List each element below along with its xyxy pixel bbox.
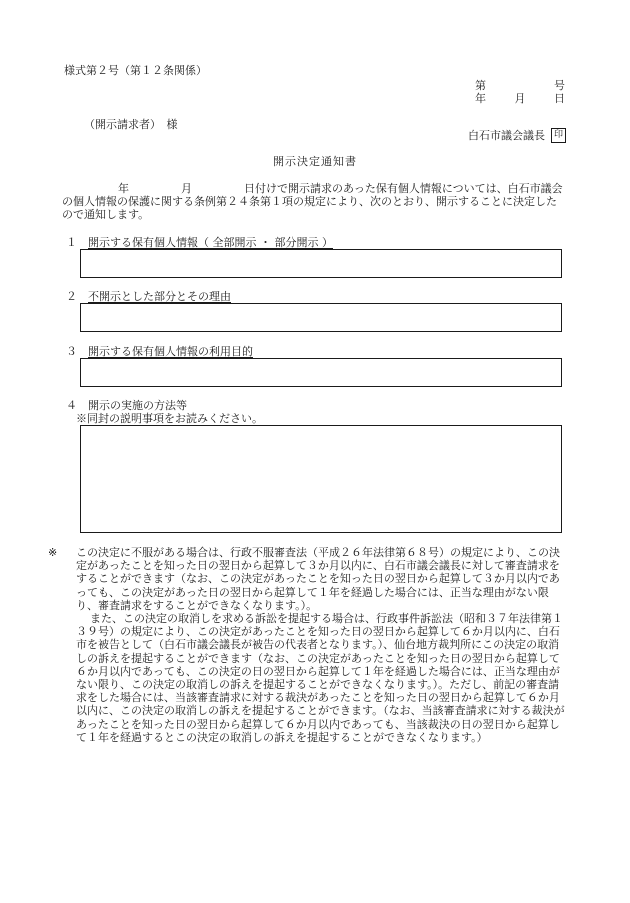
number-label: 第 (475, 79, 486, 92)
section-2-heading (66, 291, 231, 302)
body-year: 年 (118, 182, 129, 195)
section-number: ３ (66, 345, 77, 358)
date-year: 年 (475, 92, 486, 105)
section-number: ２ (66, 290, 77, 303)
section-label: 開示する保有個人情報（ 全部開示 ・ 部分開示 ） (88, 236, 333, 249)
issuer-block (468, 128, 566, 143)
appeal-notice (48, 546, 570, 744)
section-label: 開示の実施の方法等 (88, 399, 187, 412)
section-label: 不開示とした部分とその理由 (88, 290, 231, 303)
notice-mark: ※ (48, 546, 58, 559)
section-3-heading (66, 346, 253, 357)
disclosure-method-box[interactable] (80, 425, 562, 533)
section-number: ４ (66, 399, 77, 412)
body-text: 日付けで開示請求のあった保有個人情報については、白石市議会の個人情報の保護に関する条例第２４条第１項の規定により、次のとおり、開示することに決定したので通知します。 (62, 182, 563, 221)
section-4-note: ※同封の説明事項をお読みください。 (76, 412, 263, 425)
document-title: 開示決定通知書 (273, 155, 357, 168)
document-number (475, 80, 565, 91)
date-month: 月 (514, 92, 526, 105)
section-1-heading (66, 237, 333, 248)
notice-paragraph-2: また、この決定の取消しを求める訴訟を提起する場合は、行政事件訴訟法（昭和３７年法律第１３９号）の規定により、この決定があったことを知った日の翌日から起算して６か月以内に、白石市を被告として（白石市議会議長が被告の代表者となります。）、仙台地方裁判所にこの決定の取消しの訴えを提起することができます（なお、この決定があったことを知った日の翌日から起算して６か月以内であっても、この決定の日の翌日から起算して１年を経過した場合には、正当な理由がない限り、この決定の取消しの訴えを提起することができなくなります。）。ただし、前記の審査請求をした場合には、当該審査請求に対する裁決があったことを知った日の翌日から起算して６か月以内に、この決定の取消しの訴えを提起することができます。（なお、当該審査請求に対する裁決があったことを知った日の翌日から起算して６か月以内であっても、当該裁決の日の翌日から起算して１年を経過するとこの決定の取消しの訴えを提起することができなくなります。） (76, 612, 565, 744)
section-number: １ (66, 236, 77, 249)
notice-paragraph-1: ※ この決定に不服がある場合は、行政不服審査法（平成２６年法律第６８号）の規定により、この決定があったことを知った日の翌日から起算して３か月以内に、白石市議会議長に対して審査請求をすることができます（なお、この決定があったことを知った日の翌日から起算して３か月以内であっても、この決定があった日の翌日から起算して１年を経過した場合には、正当な理由がない限り、審査請求をすることができなくなります。）。 (48, 546, 560, 612)
date-day: 日 (554, 92, 565, 105)
form-number: 様式第２号（第１２条関係） (64, 64, 207, 77)
issue-date (475, 93, 565, 104)
section-label: 開示する保有個人情報の利用目的 (88, 345, 253, 358)
body-paragraph (62, 182, 566, 221)
disclosed-info-box[interactable] (80, 249, 562, 278)
body-month: 月 (181, 182, 192, 195)
section-4-heading (66, 400, 187, 411)
issuer-name: 白石市議会議長 (468, 129, 545, 142)
addressee: （開示請求者） 様 (84, 118, 178, 131)
number-suffix: 号 (554, 79, 565, 92)
usage-purpose-box[interactable] (80, 358, 562, 387)
seal-mark: 印 (551, 128, 566, 143)
nondisclosure-reason-box[interactable] (80, 303, 562, 332)
